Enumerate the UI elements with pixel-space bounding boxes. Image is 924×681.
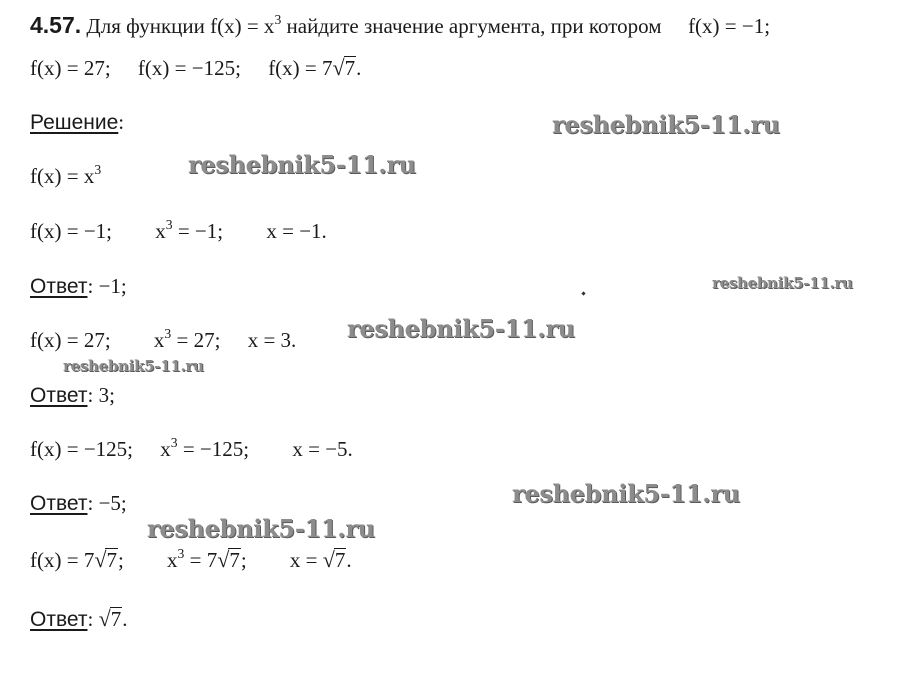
sqrt-symbol: √ 7 (217, 546, 240, 572)
answer-label: Ответ (30, 384, 88, 407)
case-4-equation: f(x) = 7 √ 7 ; $x^3 = 7$ √ 7 ; x = √ 7 . (30, 546, 352, 572)
sqrt-symbol: √ 7 (332, 54, 356, 80)
function-definition: $f(x) = x^3$ (30, 162, 102, 188)
watermark: reshebnik5-11.ru (347, 314, 575, 343)
solution-label: Решение (30, 111, 119, 134)
watermark: reshebnik5-11.ru (552, 110, 780, 139)
watermark: reshebnik5-11.ru (147, 514, 375, 543)
sqrt-symbol: √ 7 (94, 546, 117, 572)
answer-label: Ответ (30, 607, 88, 631)
answer-2: Ответ: 3; (30, 383, 115, 407)
watermark: reshebnik5-11.ru (188, 150, 416, 179)
case-2-equation: f(x) = 27; $x^3 = 27$; x = 3. (30, 326, 297, 352)
answer-label: Ответ (30, 492, 88, 515)
condition-1: f(x) = −1; (688, 14, 771, 38)
answer-4: Ответ: √ 7 . (30, 605, 128, 631)
case-3-equation: f(x) = −125; $x^3 = -125$; x = −5. (30, 435, 353, 461)
problem-statement-line-2 (30, 56, 361, 79)
condition-3: f(x) = −125; (137, 55, 241, 80)
watermark: reshebnik5-11.ru (712, 274, 853, 292)
watermark: reshebnik5-11.ru (512, 479, 740, 508)
problem-number: 4.57. (30, 12, 82, 38)
scan-speck (581, 291, 585, 295)
problem-statement-line-1 (30, 14, 770, 37)
case-1-equation: f(x) = −1; $x^3 = -1$; x = −1. (30, 217, 327, 243)
sqrt-symbol: √ 7 (98, 605, 122, 631)
solution-heading: Решение: (30, 110, 125, 134)
answer-1: Ответ: −1; (30, 274, 127, 298)
sqrt-symbol: √ 7 (322, 546, 346, 572)
answer-3: Ответ: −5; (30, 491, 127, 515)
condition-2: f(x) = 27; (30, 55, 111, 80)
watermark: reshebnik5-11.ru (63, 357, 204, 375)
answer-label: Ответ (30, 275, 88, 298)
condition-4: f(x) = 7 √ 7 . (268, 54, 362, 80)
statement-text: Для функции $f(x) = x^3$ найдите значение аргумента, при котором (86, 12, 662, 38)
